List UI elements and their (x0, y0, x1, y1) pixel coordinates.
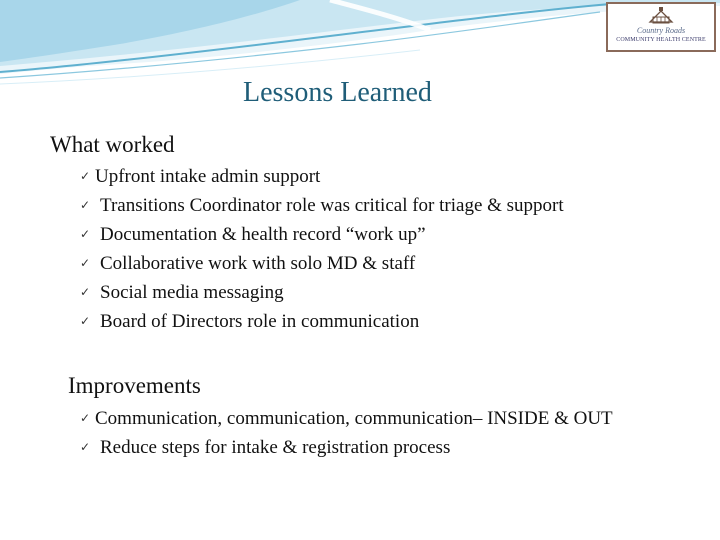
checkmark-icon: ✓ (80, 198, 91, 212)
list-item (80, 220, 640, 249)
checkmark-icon: ✓ (80, 411, 91, 425)
checkmark-icon: ✓ (80, 256, 91, 270)
list-item-text: Upfront intake admin support (95, 166, 321, 187)
improvements-list (80, 404, 690, 462)
list-item (80, 404, 690, 433)
improvements-heading: Improvements (68, 373, 201, 398)
slide-title: Lessons Learned (243, 77, 432, 108)
what-worked-heading: What worked (50, 132, 175, 157)
list-item (80, 191, 640, 220)
list-item-text: Transitions Coordinator role was critical for triage & support (100, 195, 564, 216)
checkmark-icon: ✓ (80, 169, 91, 183)
what-worked-list (80, 162, 640, 336)
list-item (80, 433, 690, 462)
list-item (80, 249, 640, 278)
list-item-text: Social media messaging (100, 282, 284, 303)
list-item-text: Communication, communication, communication– INSIDE & OUT (95, 408, 613, 429)
list-item-text: Documentation & health record “work up” (100, 224, 426, 245)
list-item (80, 162, 640, 191)
list-item (80, 278, 640, 307)
list-item (80, 307, 640, 336)
list-item-text: Board of Directors role in communication (100, 311, 420, 332)
checkmark-icon: ✓ (80, 314, 91, 328)
checkmark-icon: ✓ (80, 227, 91, 241)
checkmark-icon: ✓ (80, 285, 91, 299)
list-item-text: Collaborative work with solo MD & staff (100, 253, 416, 274)
organization-logo (606, 2, 716, 52)
logo-subtitle: COMMUNITY HEALTH CENTRE (616, 37, 706, 43)
checkmark-icon: ✓ (80, 440, 91, 454)
logo-name: Country Roads (636, 26, 686, 35)
list-item-text: Reduce steps for intake & registration process (100, 437, 451, 458)
